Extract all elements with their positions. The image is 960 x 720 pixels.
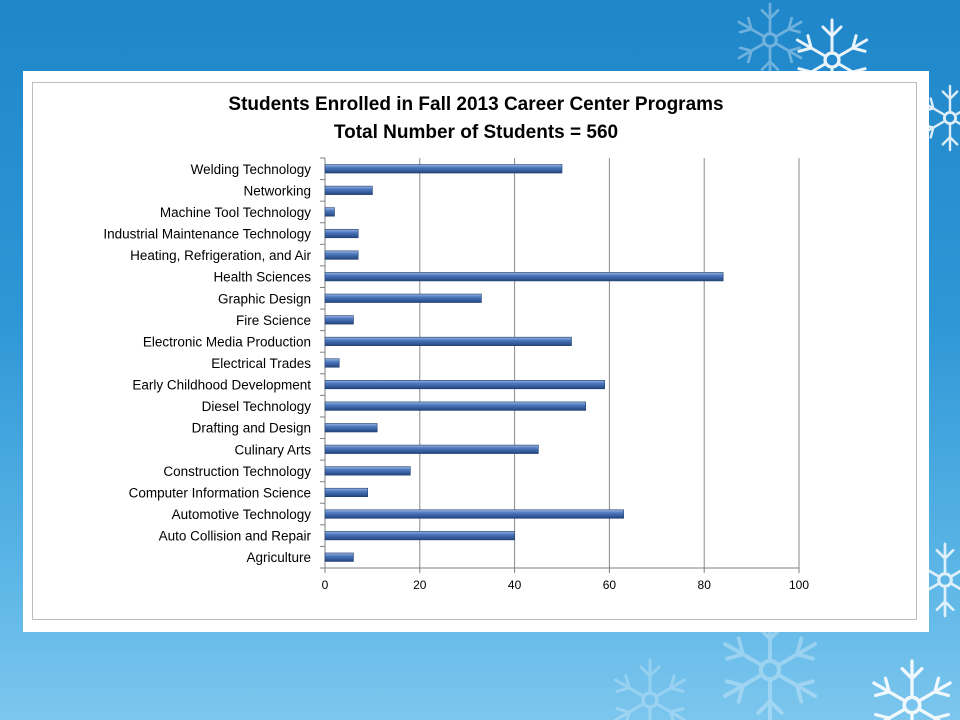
category-label: Networking	[243, 183, 311, 199]
bar	[325, 423, 377, 432]
category-label: Electronic Media Production	[142, 334, 311, 350]
category-label: Health Sciences	[213, 269, 311, 285]
chart-subtitle: Total Number of Students = 560	[333, 122, 619, 143]
x-tick-label: 60	[602, 578, 617, 592]
category-label: Welding Technology	[190, 161, 311, 177]
category-label: Fire Science	[235, 312, 311, 328]
bar	[325, 251, 358, 260]
category-label: Electrical Trades	[211, 356, 311, 371]
x-tick-label: 100	[788, 578, 810, 592]
bar	[325, 186, 372, 195]
snowflake-icon	[869, 661, 955, 720]
category-label: Auto Collision and Repair	[158, 528, 311, 544]
bar	[325, 380, 605, 389]
category-label: Automotive Technology	[171, 507, 311, 523]
bar	[325, 445, 538, 454]
bar	[325, 402, 586, 411]
category-label: Drafting and Design	[191, 420, 311, 436]
bars	[325, 165, 723, 562]
bar	[325, 488, 368, 497]
bar	[325, 510, 624, 518]
x-tick-label: 80	[697, 578, 711, 592]
chart-title: Students Enrolled in Fall 2013 Career Center Programs	[228, 94, 724, 115]
bar	[325, 316, 353, 325]
category-label: Machine Tool Technology	[159, 204, 311, 220]
category-label: Early Childhood Development	[132, 377, 311, 393]
x-tick-label: 0	[321, 578, 329, 592]
bar	[325, 272, 723, 281]
bar	[325, 208, 334, 217]
bar	[325, 467, 410, 476]
bar	[325, 229, 358, 238]
category-label: Culinary Arts	[234, 442, 311, 458]
slide-panel	[23, 71, 929, 632]
bar	[325, 294, 481, 303]
category-label: Heating, Refrigeration, and Air	[130, 248, 311, 264]
x-tick-label: 40	[507, 578, 522, 592]
bar	[325, 553, 353, 562]
snowflake-icon	[719, 618, 821, 720]
category-label: Graphic Design	[217, 291, 311, 307]
x-tick-label: 20	[413, 578, 427, 592]
snowflake-icon	[735, 4, 805, 76]
gridlines	[420, 158, 799, 568]
category-labels	[103, 162, 311, 565]
snowflake-icon	[611, 660, 689, 720]
bar	[325, 165, 562, 174]
category-label: Construction Technology	[163, 463, 311, 479]
x-tick-labels	[322, 578, 810, 592]
category-label: Computer Information Science	[128, 485, 311, 501]
bar-chart	[23, 71, 929, 632]
category-label: Diesel Technology	[201, 399, 311, 415]
bar	[325, 337, 571, 346]
bar	[325, 531, 515, 540]
category-label: Industrial Maintenance Technology	[103, 226, 311, 242]
bar	[325, 359, 339, 368]
category-label: Agriculture	[246, 550, 311, 566]
